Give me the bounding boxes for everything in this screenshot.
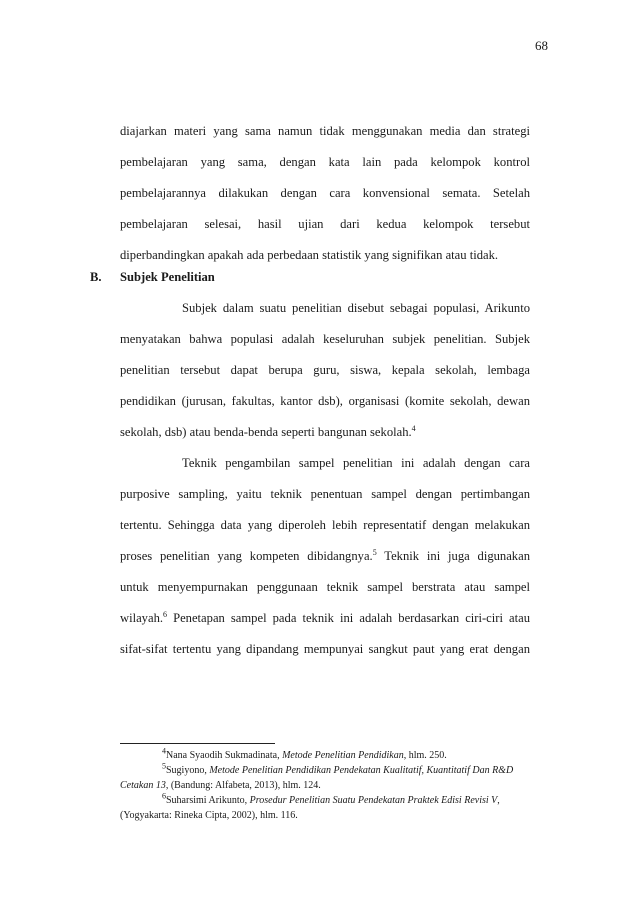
text-line: pembelajaran yang sama, dengan kata lain pada kelompok kontrol	[120, 155, 530, 169]
text-line	[120, 541, 530, 572]
footnote-4	[120, 748, 530, 763]
section-label: B.	[90, 270, 102, 284]
footnote-ref[interactable]: 5	[372, 547, 377, 557]
text-line: pembelajarannya dilakukan dengan cara konvensional semata. Setelah	[120, 186, 530, 200]
text-span: proses penelitian yang kompeten dibidangnya.	[120, 549, 373, 563]
footnote-rest: , hlm. 250.	[403, 750, 447, 761]
text-line: untuk menyempurnakan penggunaan teknik sampel berstrata atau sampel	[120, 580, 530, 594]
footnote-rest: ,	[497, 795, 500, 806]
footnote-rest: , (Bandung: Alfabeta, 2013), hlm. 124.	[165, 780, 321, 791]
footnote-5-cont	[120, 778, 530, 793]
footnote-6	[120, 793, 530, 808]
footnote-number: 4	[162, 746, 166, 756]
text-line: Teknik pengambilan sampel penelitian ini adalah dengan cara	[182, 456, 530, 470]
footnote-author: Nana Syaodih Sukmadinata,	[166, 750, 283, 761]
text-span: wilayah.	[120, 611, 164, 625]
text-line: tertentu. Sehingga data yang diperoleh lebih representatif dengan melakukan	[120, 518, 530, 532]
text-line: sifat-sifat tertentu yang dipandang mempunyai sangkut paut yang erat dengan	[120, 642, 530, 656]
footnote-number: 6	[162, 791, 166, 801]
footnote-title: Metode Penelitian Pendidikan Pendekatan Kualitatif, Kuantitatif Dan R&D	[209, 765, 514, 776]
text-line: diperbandingkan apakah ada perbedaan statistik yang signifikan atau tidak.	[120, 248, 499, 262]
text-line: menyatakan bahwa populasi adalah keseluruhan subjek penelitian. Subjek	[120, 332, 530, 346]
text-line: pendidikan (jurusan, fakultas, kantor dsb), organisasi (komite sekolah, dewan	[120, 394, 530, 408]
footnote-author: Suharsimi Arikunto,	[166, 795, 250, 806]
text-line: purposive sampling, yaitu teknik penentuan sampel dengan pertimbangan	[120, 487, 530, 501]
text-line: Subjek dalam suatu penelitian disebut sebagai populasi, Arikunto	[182, 301, 530, 315]
page-number: 68	[535, 38, 548, 53]
footnote-separator	[120, 743, 275, 744]
text-span: sekolah, dsb) atau benda-benda seperti bangunan sekolah.	[120, 425, 412, 439]
footnote-title: Metode Penelitian Pendidikan	[282, 750, 404, 761]
text-line: pembelajaran selesai, hasil ujian dari kedua kelompok tersebut	[120, 217, 530, 231]
text-line	[120, 417, 530, 448]
footnote-ref[interactable]: 6	[163, 609, 168, 619]
text-line: diajarkan materi yang sama namun tidak menggunakan media dan strategi	[120, 124, 530, 138]
footnote-5	[120, 763, 530, 778]
section-title: Subjek Penelitian	[120, 270, 215, 284]
footnote-6-cont: (Yogyakarta: Rineka Cipta, 2002), hlm. 116.	[120, 810, 298, 821]
text-line	[120, 603, 530, 634]
text-span: Penetapan sampel pada teknik ini adalah berdasarkan ciri-ciri atau	[167, 611, 530, 625]
paragraph-2	[120, 293, 530, 665]
footnote-author: Sugiyono,	[166, 765, 210, 776]
section-heading	[90, 262, 215, 293]
footnote-title: Cetakan 13	[120, 780, 166, 791]
text-span: Teknik ini juga digunakan	[376, 549, 530, 563]
footnote-title: Prosedur Penelitian Suatu Pendekatan Praktek Edisi Revisi V	[249, 795, 498, 806]
footnote-number: 5	[162, 761, 166, 771]
text-line: penelitian tersebut dapat berupa guru, siswa, kepala sekolah, lembaga	[120, 363, 530, 377]
paragraph-1	[120, 116, 530, 271]
footnotes	[120, 748, 530, 823]
footnote-ref[interactable]: 4	[411, 423, 416, 433]
